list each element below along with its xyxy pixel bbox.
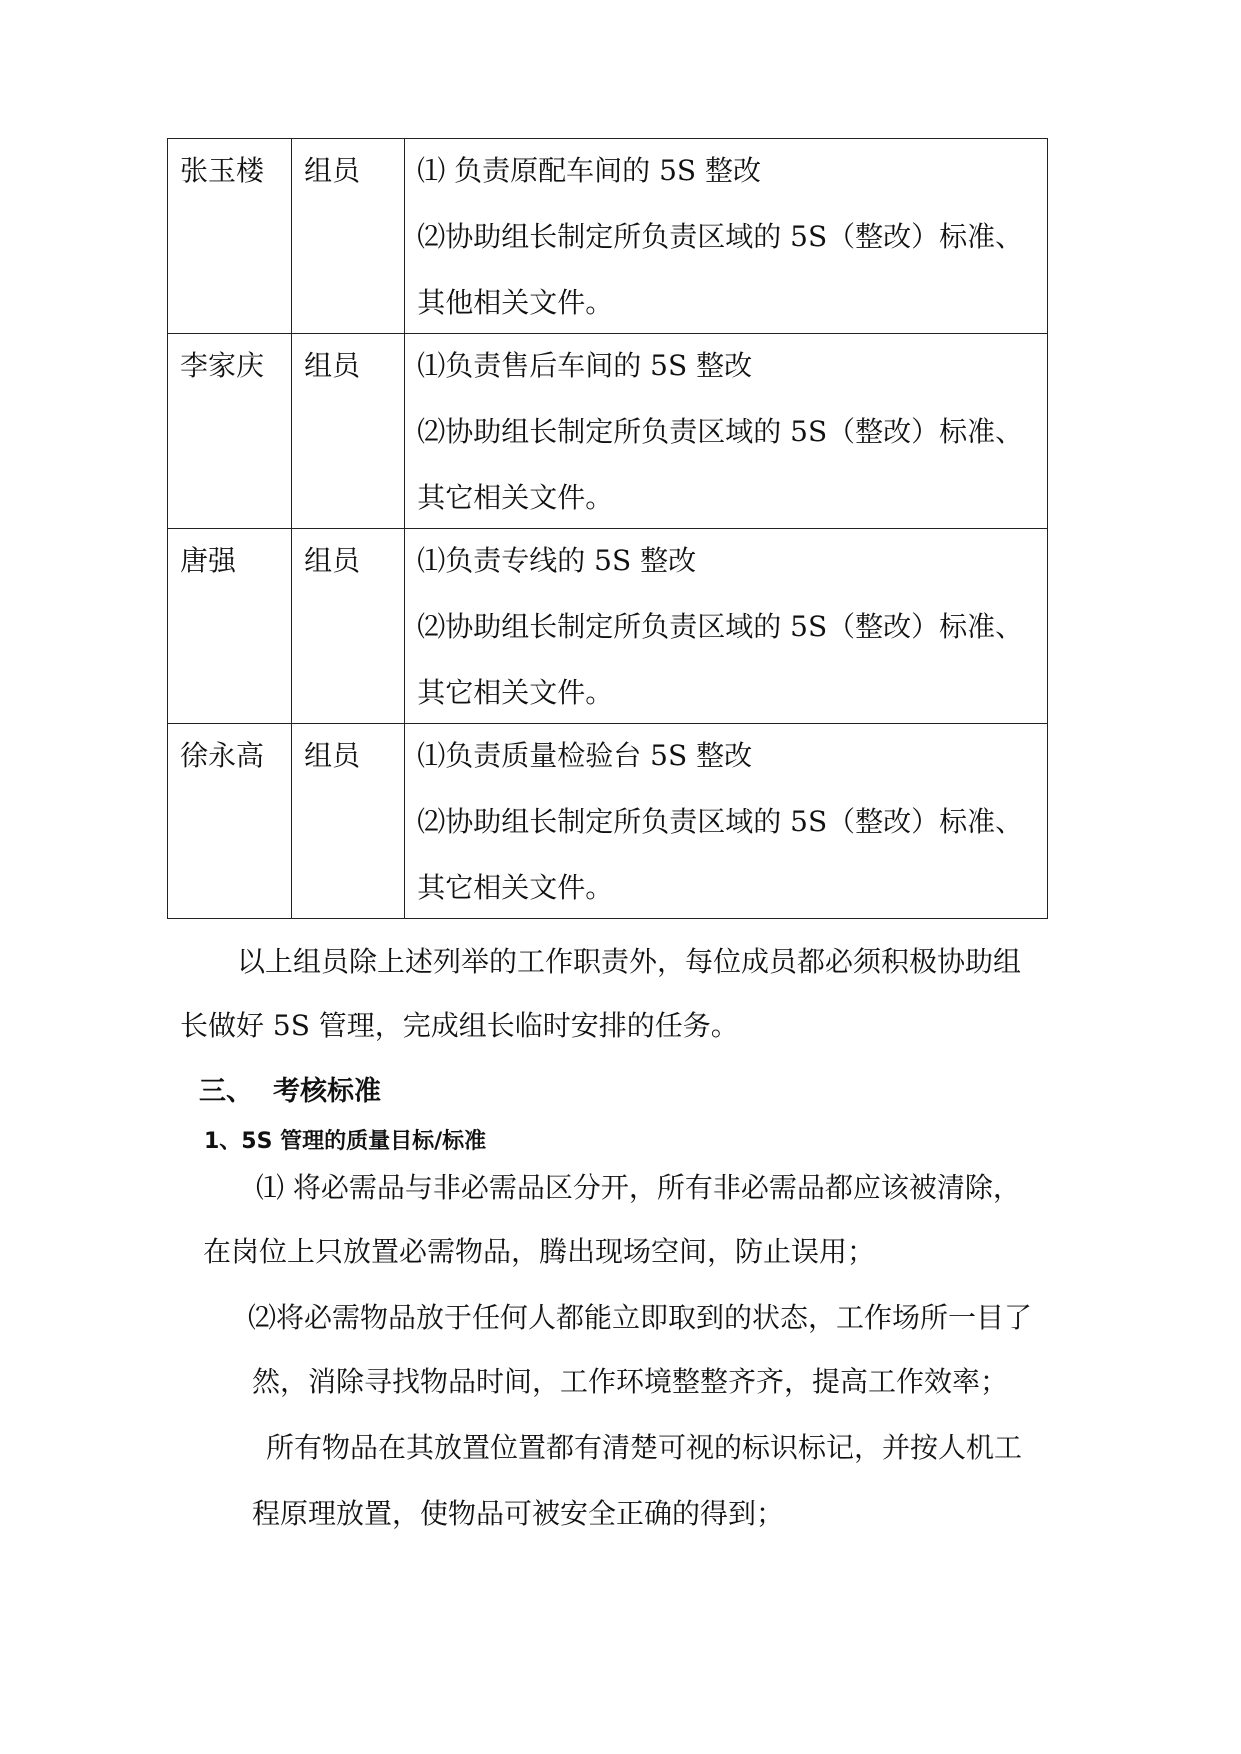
member-name-cell: [168, 139, 292, 334]
member-role-cell: [292, 334, 405, 529]
summary-paragraph: [237, 942, 1021, 982]
duty-line: ⑴负责售后车间的 5S 整改: [417, 349, 753, 382]
summary-paragraph-cont: [180, 1006, 739, 1046]
table-row: [168, 139, 1048, 334]
member-name-cell: [168, 334, 292, 529]
duty-line: ⑵协助组长制定所负责区域的 5S（整改）标准、: [417, 220, 1024, 253]
duty-table: [167, 138, 1048, 919]
duty-line: 其它相关文件。: [417, 871, 614, 904]
duty-line: 其它相关文件。: [417, 676, 614, 709]
paragraph-line: 所有物品在其放置位置都有清楚可视的标识标记，并按人机工: [266, 1431, 1023, 1464]
subsection-heading: 1、5S 管理的质量目标/标准: [204, 1129, 487, 1154]
member-role-cell: [292, 724, 405, 919]
table-row: [168, 724, 1048, 919]
paragraph-line: ⑴ 将必需品与非必需品区分开，所有非必需品都应该被清除，: [256, 1171, 1021, 1204]
paragraph-line: 然，消除寻找物品时间，工作环境整整齐齐，提高工作效率；: [252, 1365, 1009, 1398]
standard-item-2: [248, 1298, 1032, 1338]
member-name: 李家庆: [180, 349, 265, 382]
section-number: 三、: [199, 1076, 253, 1107]
duty-line: ⑴负责质量检验台 5S 整改: [417, 739, 753, 772]
member-name: 唐强: [180, 544, 237, 577]
paragraph-line: 长做好 5S 管理，完成组长临时安排的任务。: [180, 1009, 739, 1042]
standard-item-1: [256, 1168, 1021, 1208]
duty-line: ⑵协助组长制定所负责区域的 5S（整改）标准、: [417, 805, 1024, 838]
duty-line: ⑵协助组长制定所负责区域的 5S（整改）标准、: [417, 610, 1024, 643]
standard-item-3: [266, 1428, 1022, 1468]
duty-line: 其它相关文件。: [417, 481, 614, 514]
section-title: 考核标准: [273, 1076, 381, 1107]
member-duties-cell: [405, 334, 1048, 529]
duty-line: ⑴负责专线的 5S 整改: [417, 544, 697, 577]
duty-line: ⑴ 负责原配车间的 5S 整改: [417, 154, 761, 187]
member-role-cell: [292, 529, 405, 724]
duty-line: ⑵协助组长制定所负责区域的 5S（整改）标准、: [417, 415, 1024, 448]
member-role: 组员: [304, 349, 361, 382]
member-name-cell: [168, 724, 292, 919]
paragraph-line: 程原理放置，使物品可被安全正确的得到；: [252, 1497, 785, 1530]
standard-item-1-cont: [203, 1232, 875, 1272]
member-duties-cell: [405, 139, 1048, 334]
member-role: 组员: [304, 544, 361, 577]
section-heading: [199, 1072, 381, 1112]
paragraph-line: 在岗位上只放置必需物品，腾出现场空间，防止误用；: [203, 1235, 876, 1268]
member-name-cell: [168, 529, 292, 724]
paragraph-line: ⑵将必需物品放于任何人都能立即取到的状态，工作场所一目了: [248, 1301, 1033, 1334]
member-role: 组员: [304, 154, 361, 187]
member-role-cell: [292, 139, 405, 334]
table-row: [168, 334, 1048, 529]
duty-line: 其他相关文件。: [417, 286, 614, 319]
standard-item-3-cont: [252, 1494, 784, 1534]
member-name: 徐永高: [180, 739, 265, 772]
paragraph-line: 以上组员除上述列举的工作职责外，每位成员都必须积极协助组: [237, 945, 1022, 978]
member-role: 组员: [304, 739, 361, 772]
member-duties-cell: [405, 724, 1048, 919]
table-row: [168, 529, 1048, 724]
member-name: 张玉楼: [180, 154, 265, 187]
member-duties-cell: [405, 529, 1048, 724]
standard-item-2-cont: [252, 1362, 1008, 1402]
